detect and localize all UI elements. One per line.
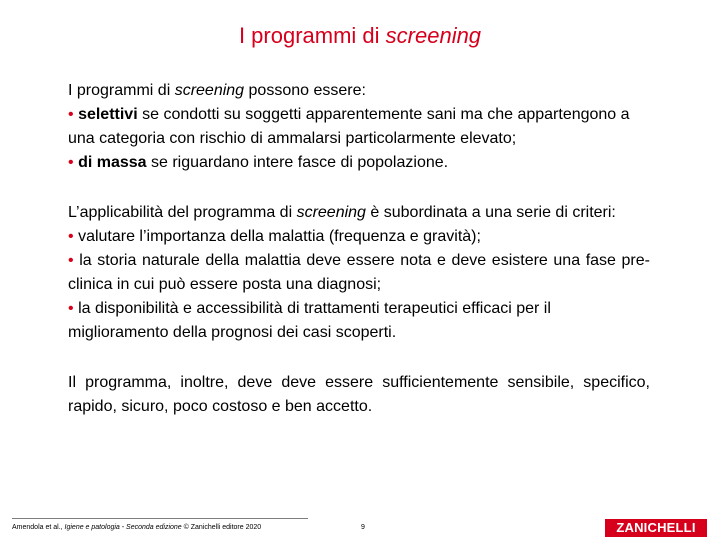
bullet-marker: • (68, 300, 74, 317)
bullet-marker: • (68, 228, 74, 245)
bullet-marker: • (68, 252, 74, 269)
criterion-natural-history: • la storia naturale della malattia deve essere nota e deve esistere una fase pre-clinica in cui può essere posta una diagnosi; (68, 252, 650, 293)
footer-divider (12, 518, 308, 519)
slide-content (68, 79, 650, 419)
screening-types-intro: I programmi di screening possono essere: (68, 82, 366, 99)
requirements-paragraph: Il programma, inoltre, deve deve essere sufficientemente sensibile, specifico, rapido, sicuro, poco costoso e ben accetto. (68, 374, 650, 415)
bullet-marker: • (68, 154, 74, 171)
screening-types-block (68, 79, 650, 175)
page-number: 9 (361, 524, 365, 531)
slide-title-italic: screening (385, 23, 482, 48)
bullet-marker: • (68, 106, 74, 123)
criterion-treatment: • la disponibilità e accessibilità di trattamenti terapeutici efficaci per il miglioramento della prognosi dei casi scoperti. (68, 300, 551, 341)
criterion-importance: • valutare l’importanza della malattia (frequenza e gravità); (68, 228, 481, 245)
criteria-intro: L’applicabilità del programma di screening è subordinata a una serie di criteri: (68, 204, 616, 221)
slide-title (0, 23, 720, 49)
criteria-block (68, 201, 650, 345)
screening-type-mass: • di massa se riguardano intere fasce di popolazione. (68, 154, 449, 171)
footer-citation: Amendola et al., Igiene e patologia - Seconda edizione © Zanichelli editore 2020 (12, 524, 262, 531)
zanichelli-logo: ZANICHELLI (605, 519, 707, 537)
screening-type-selective: • selettivi se condotti su soggetti apparentemente sani ma che appartengono a una categoria con rischio di ammalarsi particolarmente elevato; (68, 106, 630, 147)
slide-title-main: I programmi di (238, 23, 386, 48)
